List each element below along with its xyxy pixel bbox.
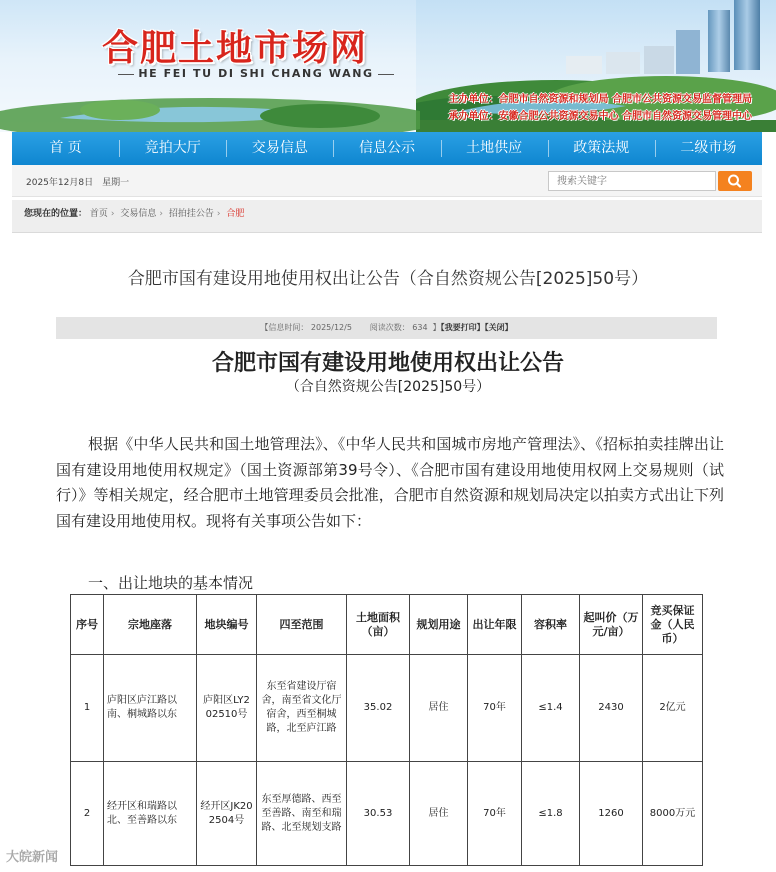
cell-boundaries: 东至省建设厅宿舍，南至省文化厅宿舍，西至桐城路，北至庐江路 — [257, 655, 347, 762]
cell-index: 2 — [71, 762, 104, 866]
header-area: 土地面积（亩） — [347, 595, 410, 655]
info-time-label: 【信息时间： — [260, 323, 309, 332]
cell-index: 1 — [71, 655, 104, 762]
site-banner — [0, 0, 776, 132]
breadcrumb-bidding-notice[interactable]: 招拍挂公告 — [168, 209, 214, 219]
article-info-bar — [56, 317, 717, 339]
news-watermark: 大皖新闻 — [6, 850, 59, 865]
print-link[interactable]: 【我要打印】 — [440, 323, 485, 332]
section-title: 一、出让地块的基本情况 — [88, 574, 254, 592]
site-logo-subtitle: HE FEI TU DI SHI CHANG WANG — [106, 67, 406, 80]
nav-item-auction-hall[interactable]: 竞拍大厅 — [119, 132, 226, 165]
cell-boundaries: 东至厚德路、西至至善路、南至和瑞路、北至规划支路 — [257, 762, 347, 866]
cell-use: 居住 — [410, 762, 468, 866]
cell-start-price: 2430 — [580, 655, 643, 762]
date-search-bar — [12, 165, 762, 197]
cell-location: 经开区和瑞路以北、至善路以东 — [104, 762, 197, 866]
info-views-label: 阅读次数： — [369, 323, 410, 332]
breadcrumb-trade-info[interactable]: 交易信息 — [120, 209, 157, 219]
cell-deposit: 2亿元 — [643, 655, 703, 762]
chevron-right-icon: › — [110, 209, 115, 219]
breadcrumb — [12, 200, 762, 233]
table-row — [71, 655, 703, 762]
header-use: 规划用途 — [410, 595, 468, 655]
cell-far: ≤1.8 — [522, 762, 580, 866]
cell-deposit: 8000万元 — [643, 762, 703, 866]
cell-parcel-code: 庐阳区LY202510号 — [197, 655, 257, 762]
header-location: 宗地座落 — [104, 595, 197, 655]
close-link[interactable]: 【关闭】 — [484, 323, 513, 332]
organizer-organizations: 承办单位：安徽合肥公共资源交易中心 合肥市自然资源交易管理中心 — [448, 111, 752, 122]
land-parcel-table — [70, 594, 703, 866]
search-button[interactable] — [718, 171, 752, 191]
document-number: （合自然资规公告[2025]50号） — [285, 379, 491, 395]
cell-area: 35.02 — [347, 655, 410, 762]
header-deposit: 竞买保证金（人民币） — [643, 595, 703, 655]
cell-parcel-code: 经开区JK202504号 — [197, 762, 257, 866]
info-views: 634 — [412, 323, 428, 332]
main-nav — [12, 132, 762, 165]
nav-item-secondary-market[interactable]: 二级市场 — [655, 132, 762, 165]
info-end: 】 — [432, 323, 441, 332]
nav-item-home[interactable]: 首 页 — [49, 140, 82, 156]
info-time: 2025/12/5 — [310, 323, 352, 332]
cell-use: 居住 — [410, 655, 468, 762]
host-organizations: 主办单位：合肥市自然资源和规划局 合肥市公共资源交易监督管理局 — [448, 94, 752, 105]
nav-item-land-supply[interactable]: 土地供应 — [441, 132, 548, 165]
nav-item-policy[interactable]: 政策法规 — [548, 132, 655, 165]
breadcrumb-current[interactable]: 合肥 — [226, 209, 245, 219]
header-parcel-code: 地块编号 — [197, 595, 257, 655]
cell-far: ≤1.4 — [522, 655, 580, 762]
nav-item-trade-info[interactable]: 交易信息 — [226, 132, 333, 165]
breadcrumb-home[interactable]: 首页 — [89, 209, 108, 219]
nav-item-public-notice[interactable]: 信息公示 — [333, 132, 440, 165]
cell-term: 70年 — [468, 655, 522, 762]
header-term: 出让年限 — [468, 595, 522, 655]
cell-term: 70年 — [468, 762, 522, 866]
search-input[interactable] — [548, 171, 716, 191]
header-far: 容积率 — [522, 595, 580, 655]
table-row — [71, 762, 703, 866]
header-start-price: 起叫价（万元/亩） — [580, 595, 643, 655]
breadcrumb-label: 您现在的位置： — [24, 209, 88, 219]
header-boundaries: 四至范围 — [257, 595, 347, 655]
header-index: 序号 — [71, 595, 104, 655]
current-date: 2025年12月8日 星期一 — [26, 178, 130, 188]
page-title: 合肥市国有建设用地使用权出让公告（合自然资规公告[2025]50号） — [127, 269, 649, 289]
chevron-right-icon: › — [159, 209, 164, 219]
chevron-right-icon: › — [216, 209, 221, 219]
table-header-row — [71, 595, 703, 655]
cell-area: 30.53 — [347, 762, 410, 866]
cell-start-price: 1260 — [580, 762, 643, 866]
intro-paragraph: 根据《中华人民共和国土地管理法》、《中华人民共和国城市房地产管理法》、《招标拍卖挂牌出让国有建设用地使用权规定》（国土资源部第39号令）、《合肥市国有建设用地使用权网上交易规则（试行）》等相关规定，经合肥市土地管理委员会批准，合肥市自然资源和规划局决定以拍卖方式出让下列国有建设用地使用权。现将有关事项公告如下： — [56, 435, 724, 530]
search-icon — [718, 171, 752, 191]
site-logo-title: 合肥土地市场网 — [102, 27, 369, 69]
cell-location: 庐阳区庐江路以南、桐城路以东 — [104, 655, 197, 762]
document-title: 合肥市国有建设用地使用权出让公告 — [211, 351, 564, 376]
